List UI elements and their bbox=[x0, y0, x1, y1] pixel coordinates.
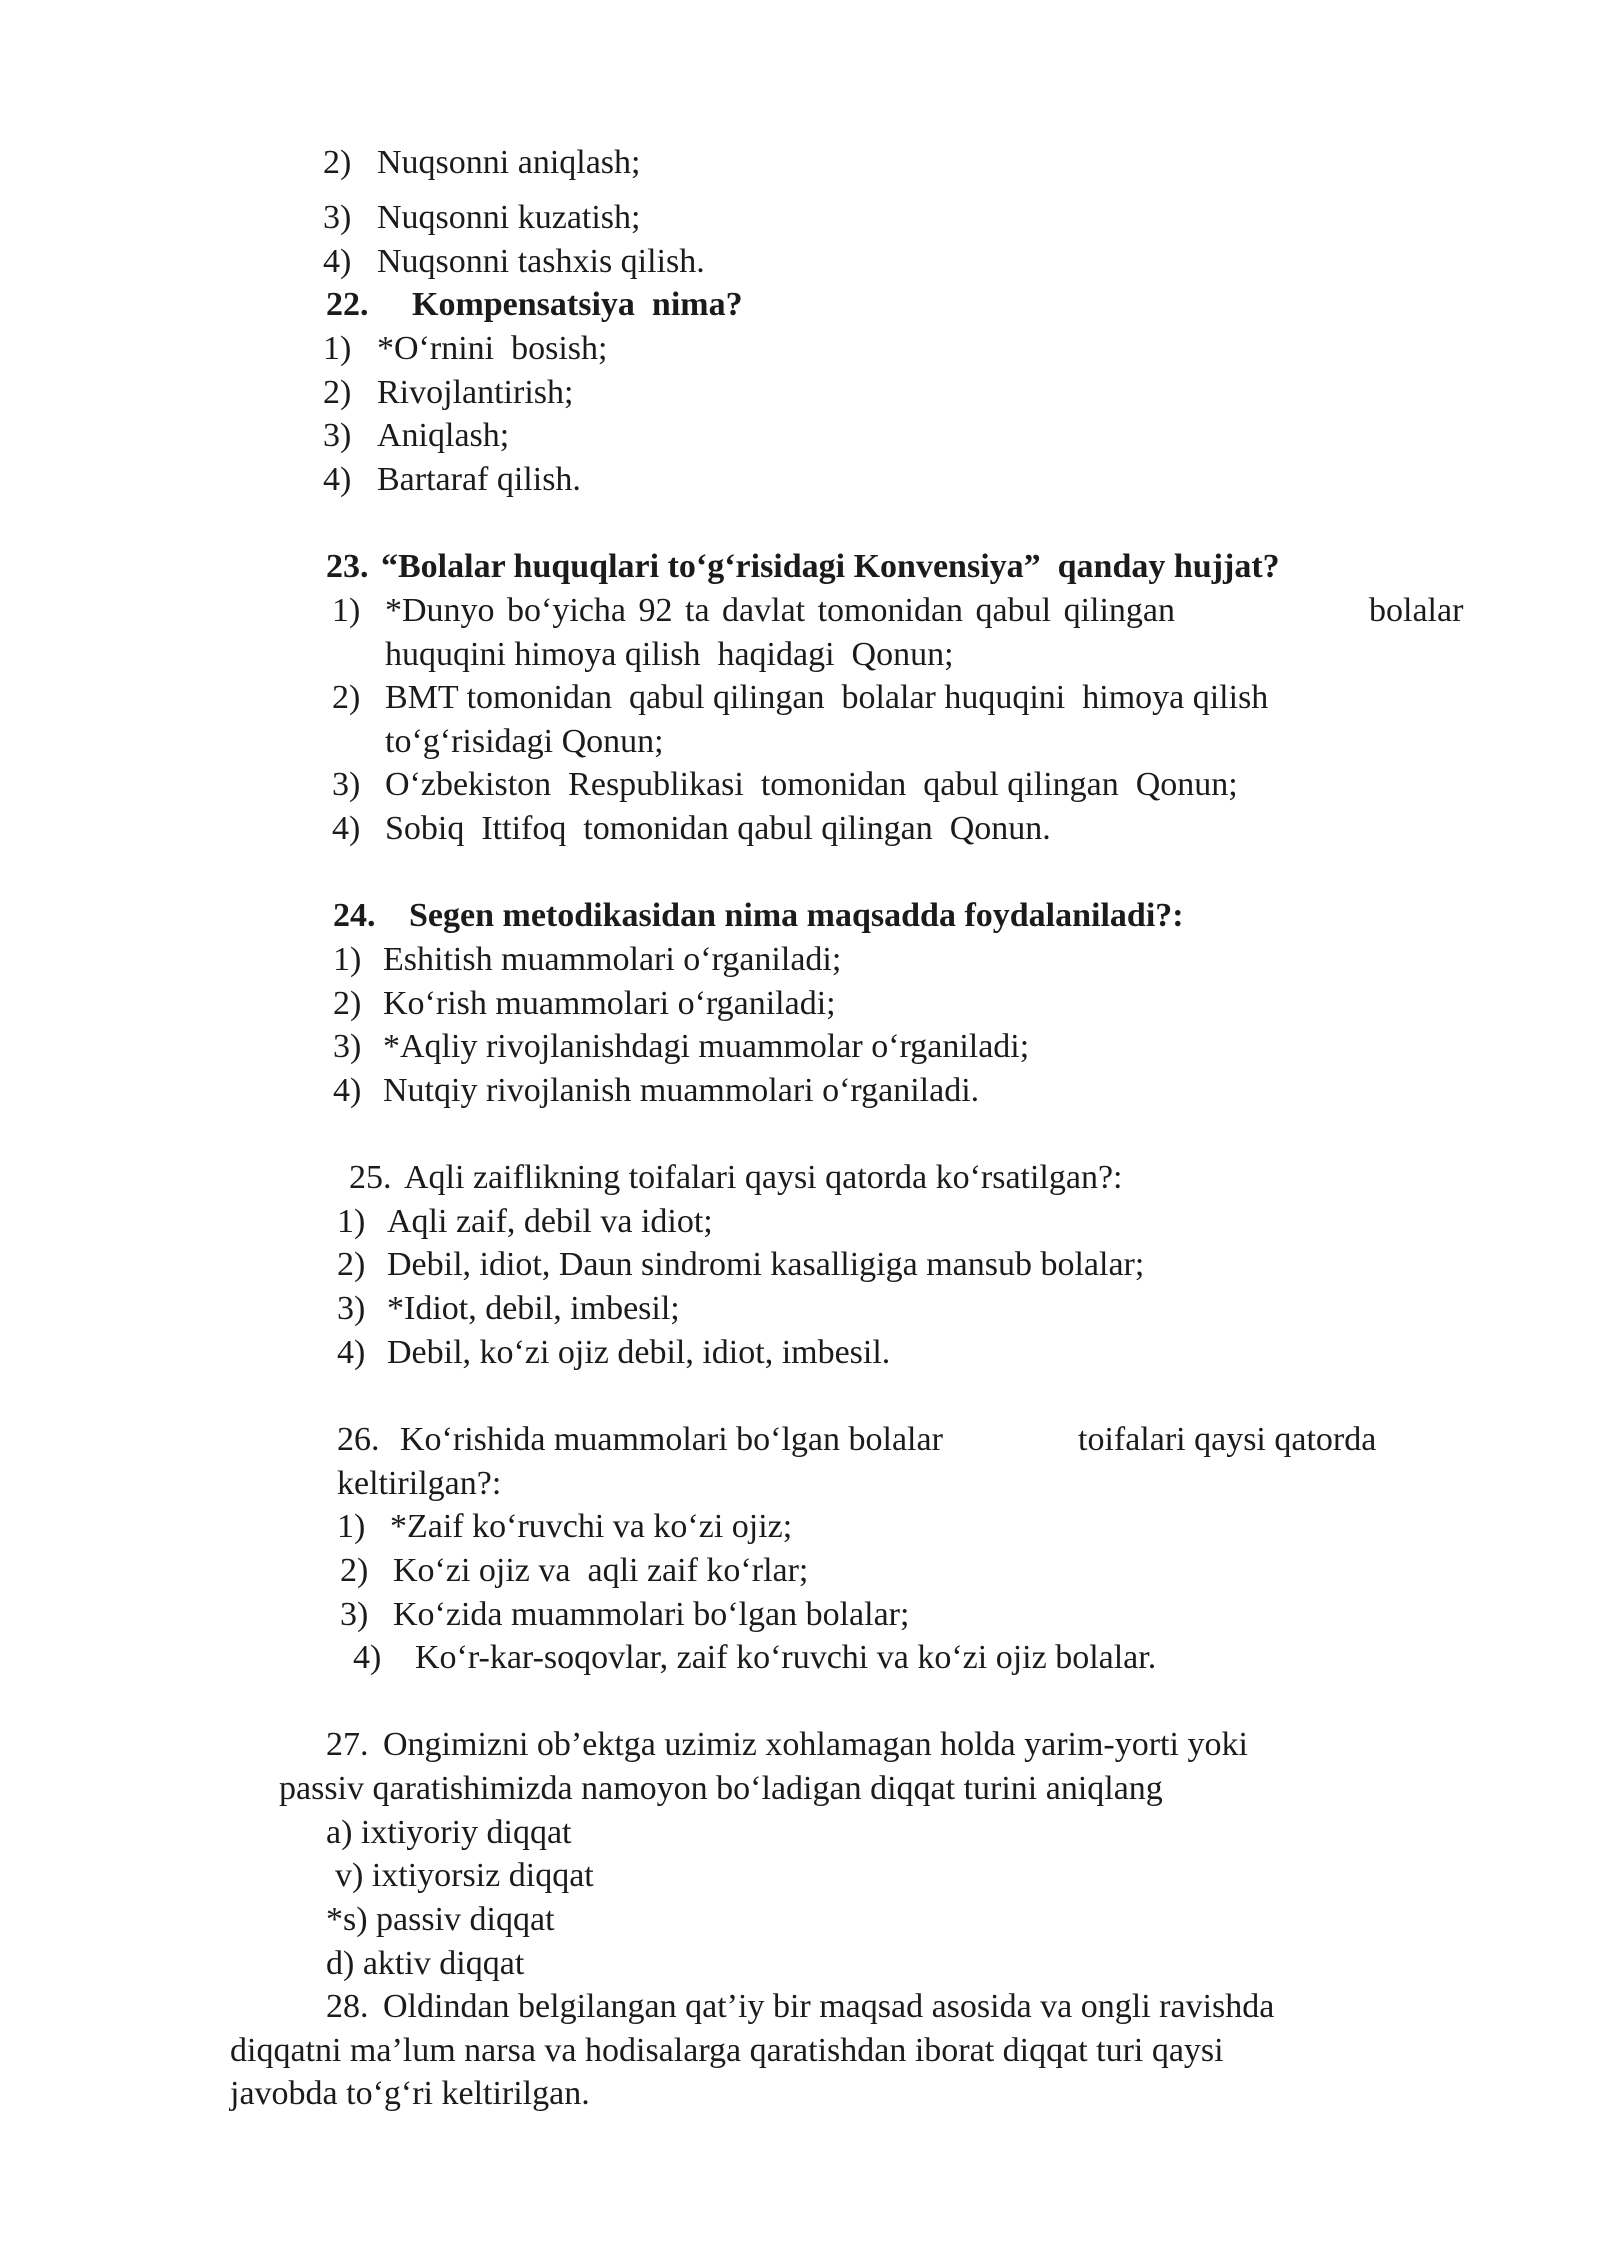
q27-option-s bbox=[0, 1898, 1600, 1942]
question-text: diqqatni ma’lum narsa va hodisalarga qaratishdan iborat diqqat turi qaysi bbox=[230, 2032, 1224, 2069]
option-text: BMT tomonidan qabul qilingan bolalar huquqini himoya qilish bbox=[385, 679, 1269, 716]
option-text: *Zaif ko‘ruvchi va ko‘zi ojiz; bbox=[390, 1508, 793, 1545]
option-text: Eshitish muammolari o‘rganiladi; bbox=[383, 941, 842, 978]
option-text: huquqini himoya qilish haqidagi Qonun; bbox=[385, 636, 954, 673]
option-number: 3) bbox=[333, 1028, 362, 1065]
q27-heading-continued bbox=[0, 1767, 1600, 1811]
q24-option-4 bbox=[0, 1069, 1600, 1113]
question-number: 28. bbox=[326, 1988, 369, 2025]
q25-option-3 bbox=[0, 1287, 1600, 1331]
option-number: 1) bbox=[333, 941, 362, 978]
option-number: 3) bbox=[340, 1596, 369, 1633]
q23-option-3 bbox=[0, 763, 1600, 807]
q27-option-v bbox=[0, 1854, 1600, 1898]
option-text: v) ixtiyorsiz diqqat bbox=[335, 1857, 594, 1894]
option-number: 4) bbox=[323, 243, 352, 280]
q23-option-4 bbox=[0, 807, 1600, 851]
option-number: 2) bbox=[340, 1552, 369, 1589]
q26-option-2 bbox=[0, 1549, 1600, 1593]
option-number: 4) bbox=[353, 1639, 382, 1676]
option-text: a) ixtiyoriy diqqat bbox=[326, 1814, 572, 1851]
option-text: Ko‘r-kar-soqovlar, zaif ko‘ruvchi va ko‘zi ojiz bolalar. bbox=[415, 1639, 1157, 1676]
question-text: Kompensatsiya nima? bbox=[412, 286, 743, 323]
question-text: Segen metodikasidan nima maqsadda foydalaniladi?: bbox=[409, 897, 1184, 934]
q23-option-1 bbox=[0, 589, 1600, 633]
option-text: Nuqsonni kuzatish; bbox=[377, 199, 641, 236]
question-text: Ongimizni ob’ektga uzimiz xohlamagan holda yarim-yorti yoki bbox=[383, 1726, 1248, 1763]
q25-heading bbox=[0, 1156, 1600, 1200]
q22-option-1 bbox=[0, 327, 1600, 371]
question-text-end: toifalari qaysi qatorda bbox=[1078, 1421, 1377, 1458]
q25-option-2 bbox=[0, 1243, 1600, 1287]
q21-option-2 bbox=[0, 141, 1600, 185]
question-number: 24. bbox=[333, 897, 376, 934]
question-number: 27. bbox=[326, 1726, 369, 1763]
option-text: to‘g‘risidagi Qonun; bbox=[385, 723, 664, 760]
option-number: 4) bbox=[323, 461, 352, 498]
q24-option-1 bbox=[0, 938, 1600, 982]
question-text: Aqli zaiflikning toifalari qaysi qatorda ko‘rsatilgan?: bbox=[404, 1159, 1123, 1196]
option-number: 1) bbox=[337, 1508, 366, 1545]
q23-heading bbox=[0, 545, 1600, 589]
question-text: passiv qaratishimizda namoyon bo‘ladigan diqqat turini aniqlang bbox=[279, 1770, 1163, 1807]
q25-option-1 bbox=[0, 1200, 1600, 1244]
option-number: 4) bbox=[333, 1072, 362, 1109]
q25-option-4 bbox=[0, 1331, 1600, 1375]
option-text: Aqli zaif, debil va idiot; bbox=[387, 1203, 713, 1240]
question-number: 22. bbox=[326, 286, 369, 323]
q26-option-4 bbox=[0, 1636, 1600, 1680]
question-number: 25. bbox=[349, 1159, 392, 1196]
q26-option-1 bbox=[0, 1505, 1600, 1549]
option-text: Debil, idiot, Daun sindromi kasalligiga mansub bolalar; bbox=[387, 1246, 1145, 1283]
q26-heading-continued bbox=[0, 1462, 1600, 1506]
q28-heading-continued bbox=[0, 2029, 1600, 2073]
q23-option-1-continued bbox=[0, 633, 1600, 677]
question-number: 23. bbox=[326, 548, 369, 585]
q27-option-a bbox=[0, 1811, 1600, 1855]
option-number: 1) bbox=[323, 330, 352, 367]
option-text: Bartaraf qilish. bbox=[377, 461, 581, 498]
q26-heading bbox=[0, 1418, 1600, 1462]
q28-heading-continued bbox=[0, 2072, 1600, 2116]
q22-option-2 bbox=[0, 371, 1600, 415]
option-number: 2) bbox=[333, 985, 362, 1022]
option-number: 3) bbox=[337, 1290, 366, 1327]
q24-option-2 bbox=[0, 982, 1600, 1026]
option-text: Sobiq Ittifoq tomonidan qabul qilingan Qonun. bbox=[385, 810, 1051, 847]
q24-heading bbox=[0, 894, 1600, 938]
option-number: 3) bbox=[323, 417, 352, 454]
option-number: 2) bbox=[337, 1246, 366, 1283]
option-text: *s) passiv diqqat bbox=[326, 1901, 555, 1938]
q27-heading bbox=[0, 1723, 1600, 1767]
option-text-end: bolalar bbox=[1369, 592, 1464, 629]
q23-option-2-continued bbox=[0, 720, 1600, 764]
question-text: javobda to‘g‘ri keltirilgan. bbox=[230, 2075, 590, 2112]
q26-option-3 bbox=[0, 1593, 1600, 1637]
question-text: “Bolalar huquqlari to‘g‘risidagi Konvensiya” qanday hujjat? bbox=[381, 548, 1280, 585]
option-number: 1) bbox=[337, 1203, 366, 1240]
option-number: 2) bbox=[332, 679, 361, 716]
option-text: Rivojlantirish; bbox=[377, 374, 574, 411]
question-text: Ko‘rishida muammolari bo‘lgan bolalar bbox=[400, 1421, 943, 1458]
q22-option-3 bbox=[0, 414, 1600, 458]
q21-option-4 bbox=[0, 240, 1600, 284]
q24-option-3 bbox=[0, 1025, 1600, 1069]
question-text: keltirilgan?: bbox=[337, 1465, 502, 1502]
q22-heading bbox=[0, 283, 1600, 327]
option-text: *Dunyo bo‘yicha 92 ta davlat tomonidan qabul qilingan bbox=[385, 592, 1176, 629]
option-number: 3) bbox=[323, 199, 352, 236]
option-number: 1) bbox=[332, 592, 361, 629]
option-text: Nuqsonni aniqlash; bbox=[377, 144, 641, 181]
option-number: 2) bbox=[323, 144, 352, 181]
option-text: *Aqliy rivojlanishdagi muammolar o‘rganiladi; bbox=[383, 1028, 1030, 1065]
q27-option-d bbox=[0, 1942, 1600, 1986]
option-text: d) aktiv diqqat bbox=[326, 1945, 525, 1982]
q22-option-4 bbox=[0, 458, 1600, 502]
question-number: 26. bbox=[337, 1421, 380, 1458]
q28-heading bbox=[0, 1985, 1600, 2029]
option-text: Ko‘rish muammolari o‘rganiladi; bbox=[383, 985, 836, 1022]
option-text: *Idiot, debil, imbesil; bbox=[387, 1290, 680, 1327]
option-text: *O‘rnini bosish; bbox=[377, 330, 608, 367]
option-text: Nutqiy rivojlanish muammolari o‘rganiladi. bbox=[383, 1072, 980, 1109]
option-text: Ko‘zida muammolari bo‘lgan bolalar; bbox=[393, 1596, 910, 1633]
question-text: Oldindan belgilangan qat’iy bir maqsad asosida va ongli ravishda bbox=[383, 1988, 1275, 2025]
q21-option-3 bbox=[0, 196, 1600, 240]
option-text: Nuqsonni tashxis qilish. bbox=[377, 243, 705, 280]
q23-option-2 bbox=[0, 676, 1600, 720]
option-number: 3) bbox=[332, 766, 361, 803]
option-number: 4) bbox=[337, 1334, 366, 1371]
option-text: Ko‘zi ojiz va aqli zaif ko‘rlar; bbox=[393, 1552, 809, 1589]
option-text: Debil, ko‘zi ojiz debil, idiot, imbesil. bbox=[387, 1334, 891, 1371]
option-number: 4) bbox=[332, 810, 361, 847]
option-text: O‘zbekiston Respublikasi tomonidan qabul qilingan Qonun; bbox=[385, 766, 1238, 803]
option-number: 2) bbox=[323, 374, 352, 411]
option-text: Aniqlash; bbox=[377, 417, 510, 454]
